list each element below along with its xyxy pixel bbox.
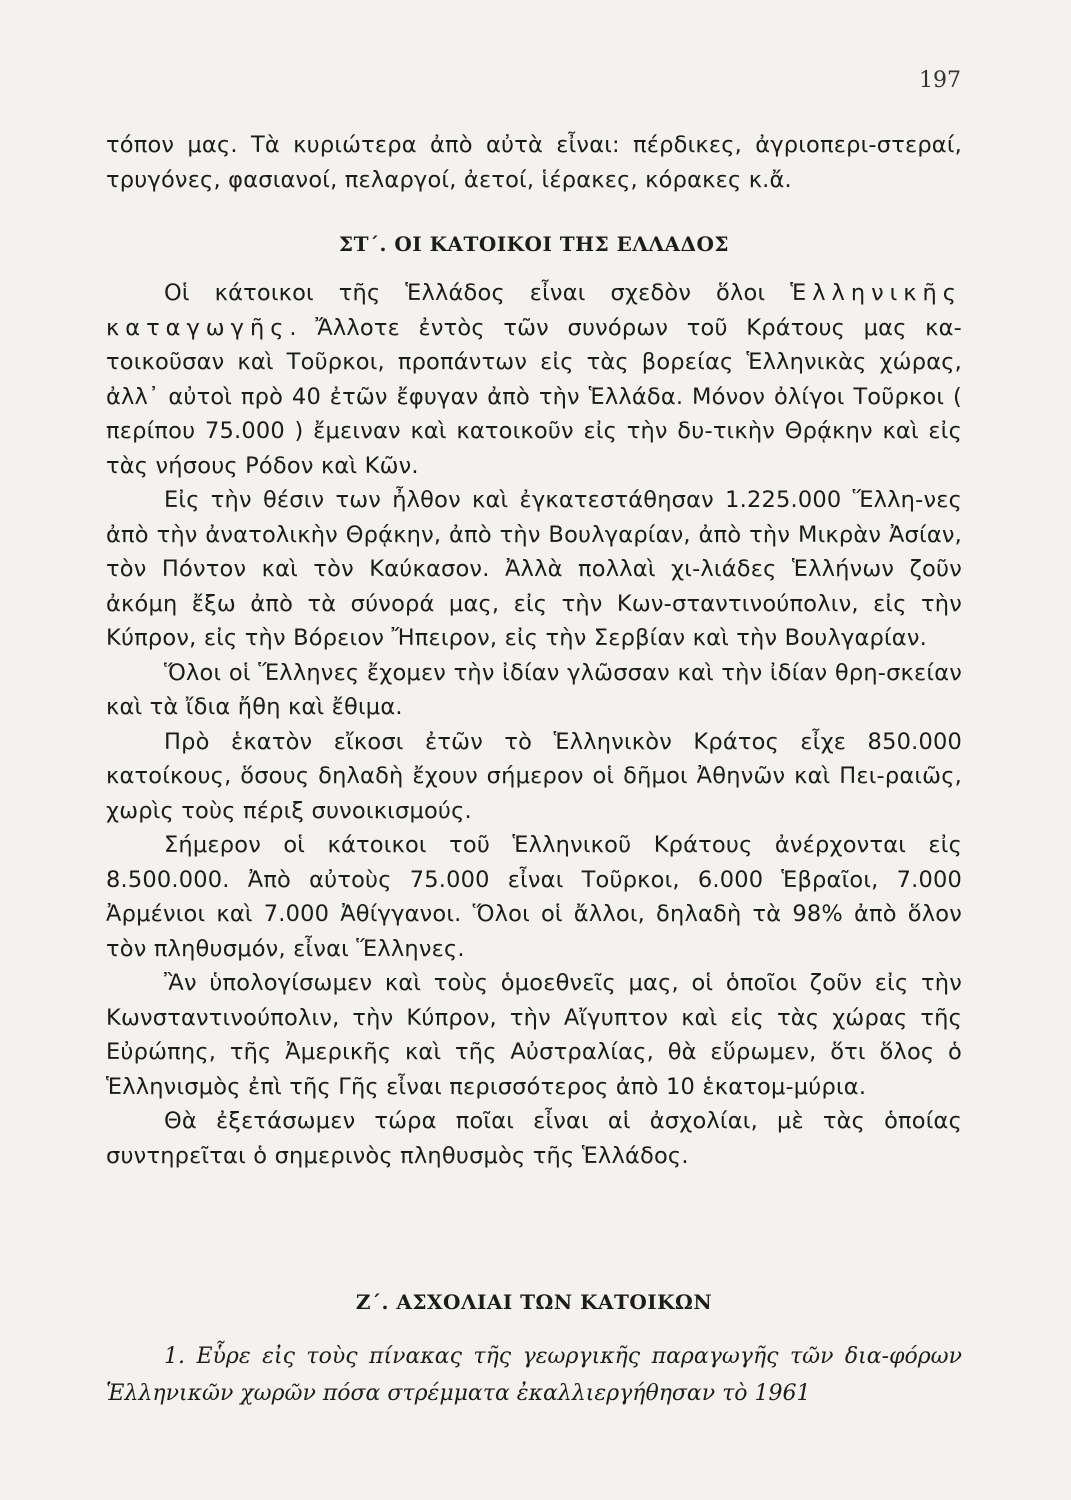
- paragraph: Θὰ ἐξετάσωμεν τώρα ποῖαι εἶναι αἱ ἀσχολίαι, μὲ τὰς ὁποίας συντηρεῖται ὁ σημερινὸς πληθυσμὸς τῆς Ἑλλάδος.: [106, 1108, 962, 1169]
- exercise-block: [106, 1338, 962, 1412]
- continuation-paragraph: [106, 128, 962, 197]
- paragraph: Ἂν ὑπολογίσωμεν καὶ τοὺς ὁμοεθνεῖς μας, οἱ ὁποῖοι ζοῦν εἰς τὴν Κωνσταντινούπολιν, τὴν Κύπρον, τὴν Αἴγυπτον καὶ εἰς τὰς χώρας τῆς Εὐρώπης, τῆς Ἀμερικῆς καὶ τῆς Αὐστραλίας, θὰ εὕρωμεν, ὅτι ὅλος ὁ Ἑλληνισμὸς ἐπὶ τῆς Γῆς εἶναι περισσότερος ἀπὸ 10 ἑκατομ-μύρια.: [106, 970, 962, 1100]
- section-heading-z: Ζ΄. ΑΣΧΟΛΙΑΙ ΤΩΝ ΚΑΤΟΙΚΩΝ: [355, 1290, 713, 1314]
- paragraph: Σήμερον οἱ κάτοικοι τοῦ Ἑλληνικοῦ Κράτους ἀνέρχονται εἰς 8.500.000. Ἀπὸ αὐτοὺς 75.000 εἶναι Τοῦρκοι, 6.000 Ἑβραῖοι, 7.000 Ἀρμένιοι καὶ 7.000 Ἀθίγγανοι. Ὅλοι οἱ ἄλλοι, δηλαδὴ τὰ 98% ἀπὸ ὅλον τὸν πληθυσμόν, εἶναι Ἕλληνες.: [106, 832, 962, 962]
- paragraph: Πρὸ ἑκατὸν εἴκοσι ἐτῶν τὸ Ἑλληνικὸν Κράτος εἶχε 850.000 κατοίκους, ὅσους δηλαδὴ ἔχουν σήμερον οἱ δῆμοι Ἀθηνῶν καὶ Πει-ραιῶς, χωρὶς τοὺς πέριξ συνοικισμούς.: [106, 728, 962, 824]
- paragraph: [106, 276, 962, 483]
- paragraph: Ὅλοι οἱ Ἕλληνες ἔχομεν τὴν ἰδίαν γλῶσσαν καὶ τὴν ἰδίαν θρη-σκείαν καὶ τὰ ἴδια ἤθη καὶ ἔθιμα.: [106, 659, 962, 720]
- section-heading-st: ΣΤ΄. ΟΙ ΚΑΤΟΙΚΟΙ ΤΗΣ ΕΛΛΑΔΟΣ: [338, 232, 730, 256]
- paragraph: Εἰς τὴν θέσιν των ἦλθον καὶ ἐγκατεστάθησαν 1.225.000 Ἕλλη-νες ἀπὸ τὴν ἀνατολικὴν Θρᾴκην, ἀπὸ τὴν Βουλγαρίαν, ἀπὸ τὴν Μικρὰν Ἀσίαν, τὸν Πόντον καὶ τὸν Καύκασον. Ἀλλὰ πολλαὶ χι-λιάδες Ἑλλήνων ζοῦν ἀκόμη ἔξω ἀπὸ τὰ σύνορά μας, εἰς τὴν Κων-σταντινούπολιν, εἰς τὴν Κύπρον, εἰς τὴν Βόρειον Ἤπειρον, εἰς τὴν Σερβίαν καὶ τὴν Βουλγαρίαν.: [106, 487, 962, 651]
- emphasis-spaced: Ἑλληνικῆς καταγωγῆς: [106, 280, 962, 341]
- section-st-body: [106, 276, 962, 1173]
- paragraph: τόπον μας. Τὰ κυριώτερα ἀπὸ αὐτὰ εἶναι: πέρδικες, ἀγριοπερι-στεραί, τρυγόνες, φασιανοί, πελαργοί, ἀετοί, ἱέρακες, κόρακες κ.ἄ.: [106, 132, 962, 193]
- text: . Ἄλλοτε ἐντὸς τῶν συνόρων τοῦ Κράτους μας κα-τοικοῦσαν καὶ Τοῦρκοι, προπάντων εἰς τὰς βορείας Ἑλληνικὰς χώρας, ἀλλ᾽ αὐτοὶ πρὸ 40 ἐτῶν ἔφυγαν ἀπὸ τὴν Ἑλλάδα. Μόνον ὀλίγοι Τοῦρκοι ( περίπου 75.000 ) ἔμειναν καὶ κατοικοῦν εἰς τὴν δυ-τικὴν Θρᾴκην καὶ εἰς τὰς νήσους Ρόδον καὶ Κῶν.: [106, 314, 962, 479]
- page-number: 197: [919, 68, 961, 93]
- exercise-item: 1. Εὗρε εἰς τοὺς πίνακας τῆς γεωργικῆς παραγωγῆς τῶν δια-φόρων Ἑλληνικῶν χωρῶν πόσα στρέμματα ἐκαλλιεργήθησαν τὸ 1961: [106, 1344, 962, 1406]
- text: Οἱ κάτοικοι τῆς Ἑλλάδος εἶναι σχεδὸν ὅλοι: [164, 280, 791, 306]
